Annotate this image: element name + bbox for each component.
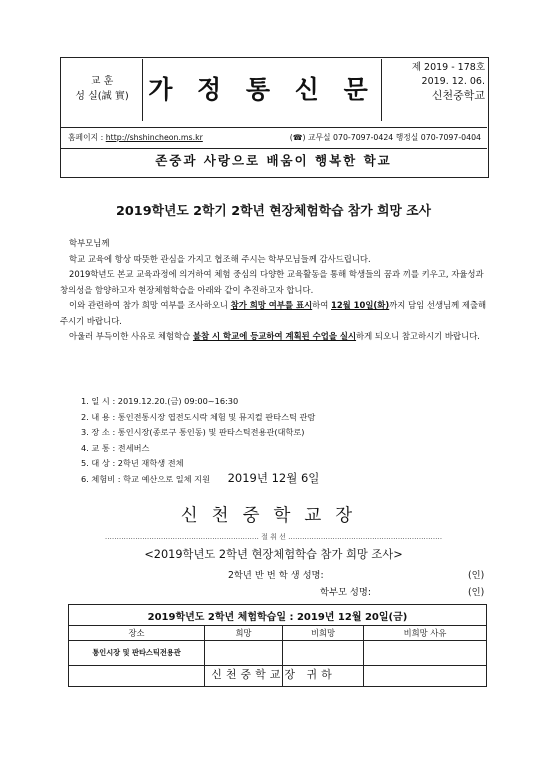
homepage-label: 홈페이지 : (68, 133, 104, 142)
phone-numbers: (☎) 교무실 070-7097-0424 행정실 070-7097-0404 (289, 133, 481, 142)
detail-item: 1. 일 시 : 2019.12.20.(금) 09:00~16:30 (81, 396, 239, 406)
student-seal: (인) (468, 570, 485, 581)
paragraph-2: 2019학년도 본교 교육과정에 의거하여 체험 중심의 다양한 교육활동을 통해 학생들의 꿈과 끼를 키우고, 자율성과 창의성을 함양하고자 현장체험학습을 아래와 같이 추진하고자 합니다. (60, 269, 484, 295)
paragraph-3: 이와 관련하여 참가 희망 여부를 조사하오니 참가 희망 여부를 표시하여 12월 10일(화)까지 담임 선생님께 제출해 주시기 바랍니다. (60, 300, 487, 326)
detail-item: 4. 교 통 : 전세버스 (81, 442, 150, 453)
detail-item: 5. 대 상 : 2학년 재학생 전체 (81, 458, 184, 468)
col-header-place: 장소 (69, 626, 205, 641)
detail-item: 6. 체험비 : 학교 예산으로 일체 지원 (81, 473, 211, 484)
student-sign-line (228, 567, 324, 581)
detail-item: 2. 내 용 : 통인전통시장 엽전도시락 체험 및 뮤지컬 판타스틱 관람 (81, 411, 316, 422)
cut-label: 절 취 선 (261, 533, 286, 541)
greeting: 학부모님께 (69, 238, 110, 248)
parent-seal: (인) (468, 587, 485, 598)
cell-no[interactable] (283, 641, 364, 666)
issue-number: 제 2019 - 178호 (411, 62, 485, 73)
school-slogan: 존중과 사랑으로 배움이 행복한 학교 (155, 153, 392, 168)
table-caption: 2019학년도 2학년 체험학습일 : 2019년 12월 20일(금) (69, 605, 487, 626)
table-row (69, 641, 487, 666)
parent-name-label: 학부모 성명: (320, 587, 371, 598)
page-title: 가 정 통 신 문 (143, 59, 382, 121)
col-header-reason: 비희망 사유 (364, 626, 487, 641)
letter-body (60, 236, 492, 345)
issue-date: 2019. 12. 06. (421, 76, 485, 87)
col-header-no: 비희망 (283, 626, 364, 641)
cell-yes[interactable] (205, 641, 283, 666)
cut-line: ………………………………………………………… 절 취 선 ………………………………………………………… (104, 533, 443, 541)
document-heading: 2019학년도 2학기 2학년 현장체험학습 참가 희망 조사 (115, 204, 432, 219)
col-header-yes: 희망 (205, 626, 283, 641)
slip-title: <2019학년도 2학년 현장체험학습 참가 희망 조사> (144, 548, 403, 561)
cell-reason[interactable] (364, 641, 487, 666)
issue-meta (383, 61, 485, 103)
motto-label: 교 훈 (90, 76, 114, 87)
motto-text: 성 실(誠 實) (75, 91, 129, 102)
paragraph-1: 학교 교육에 항상 따뜻한 관심을 가지고 협조해 주시는 학부모님들께 감사드립니다. (69, 253, 371, 264)
row-place: 통인시장 및 판타스틱전용관 (69, 641, 205, 666)
paragraph-4: 아울러 부득이한 사유로 체험학습 불참 시 학교에 등교하여 계획된 수업을 실시하게 되오니 참고하시기 바랍니다. (69, 331, 480, 341)
student-name-label: 2학년 반 번 학 생 성명: (228, 570, 324, 581)
school-motto (62, 59, 143, 121)
homepage-link[interactable]: http://shshincheon.ms.kr (105, 133, 203, 142)
school-name: 신천중학교 (431, 89, 485, 102)
detail-item: 3. 장 소 : 통인시장(종로구 통인동) 및 판타스틱전용관(대학로) (81, 427, 305, 437)
contact-bar (60, 127, 487, 149)
principal-name: 신천중학교장 (180, 506, 367, 526)
parent-sign-line (320, 584, 371, 598)
issue-full-date: 2019년 12월 6일 (227, 471, 320, 485)
closing-line: 신천중학교장 귀하 (211, 668, 336, 681)
homepage (68, 128, 203, 148)
